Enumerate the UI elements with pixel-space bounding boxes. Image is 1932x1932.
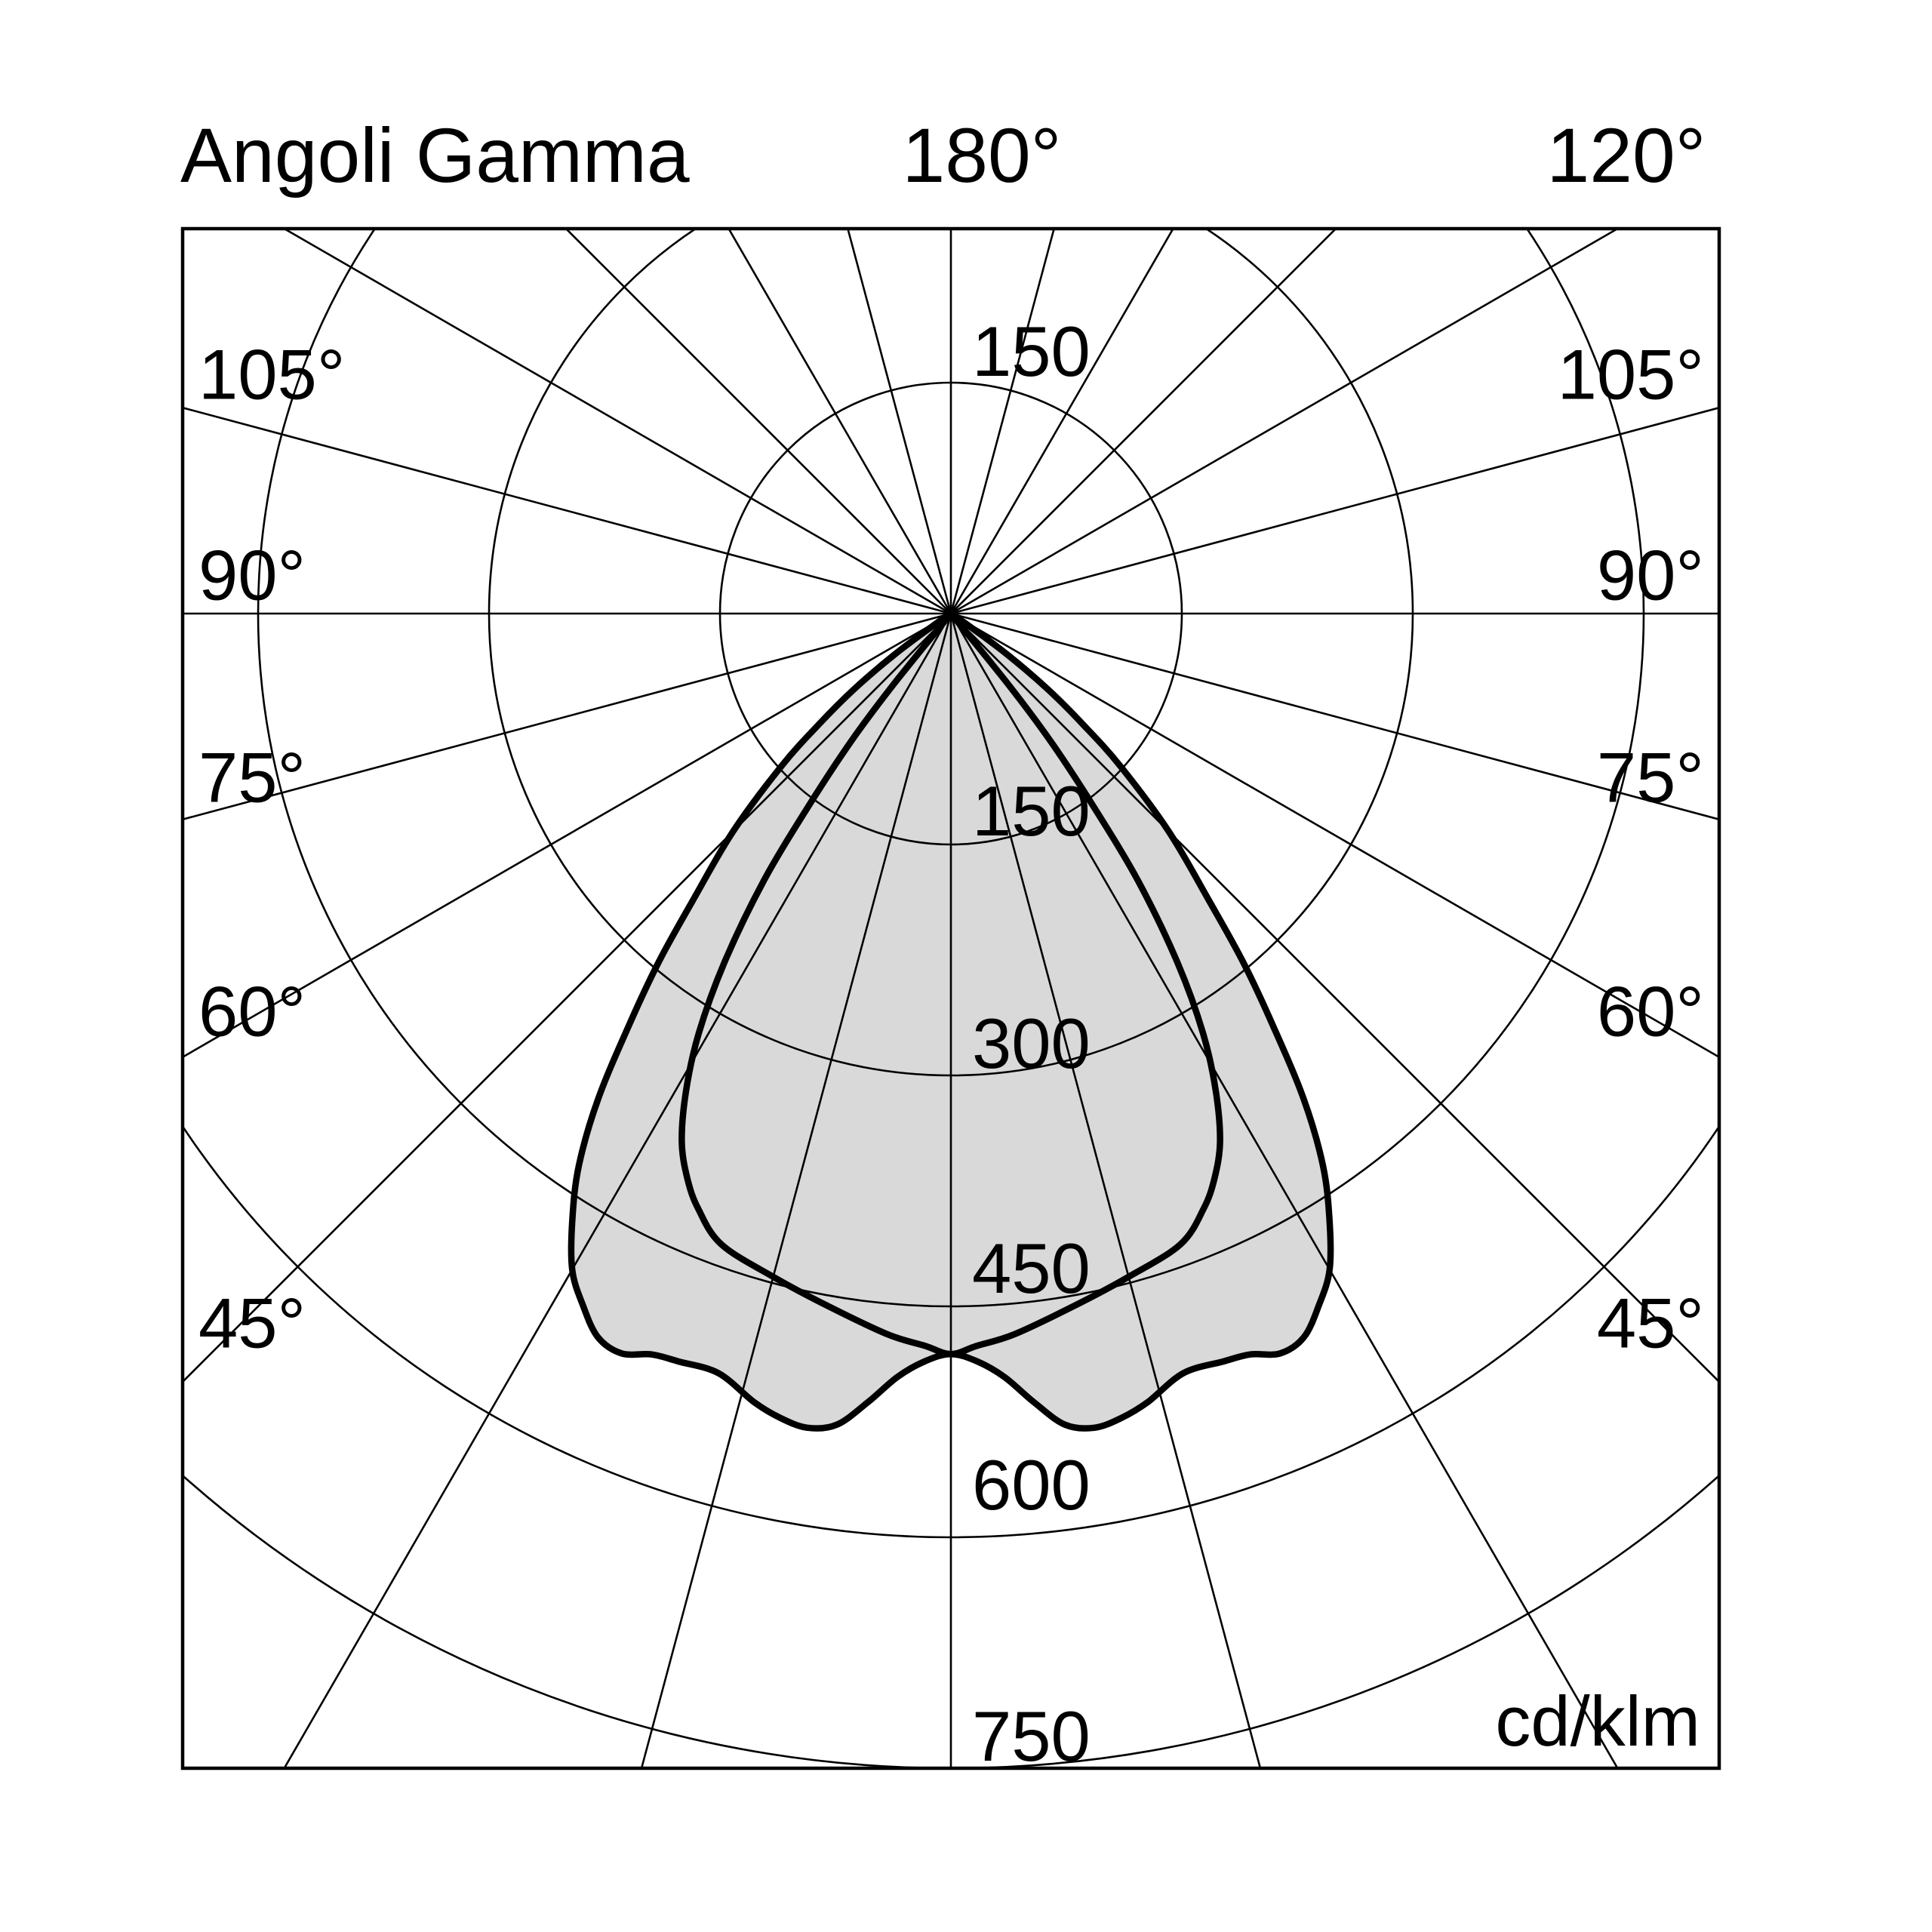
gamma-grid-line bbox=[951, 0, 1932, 614]
gamma-label-left-90: 90° bbox=[198, 535, 306, 615]
gamma-grid-line bbox=[443, 0, 951, 614]
radial-tick-label-top-150: 150 bbox=[972, 312, 1091, 391]
gamma-grid-line bbox=[951, 0, 1932, 614]
gamma-grid-line bbox=[0, 0, 951, 614]
gamma-label-left-75: 75° bbox=[198, 737, 306, 817]
chart-title: Angoli Gamma bbox=[180, 112, 690, 198]
gamma-label-right-45: 45° bbox=[1596, 1283, 1704, 1363]
gamma-label-right-105: 105° bbox=[1557, 334, 1704, 414]
radial-tick-label-150: 150 bbox=[972, 771, 1091, 851]
gamma-180-label: 180° bbox=[902, 112, 1062, 198]
gamma-grid-line bbox=[0, 0, 951, 614]
unit-label: cd/klm bbox=[1495, 1681, 1700, 1761]
gamma-grid-line bbox=[951, 0, 1932, 614]
radial-tick-label-750: 750 bbox=[972, 1697, 1091, 1776]
gamma-label-right-60: 60° bbox=[1596, 971, 1704, 1051]
gamma-120-label: 120° bbox=[1546, 112, 1706, 198]
gamma-label-left-105: 105° bbox=[198, 334, 346, 414]
gamma-label-left-60: 60° bbox=[198, 971, 306, 1051]
radial-tick-label-600: 600 bbox=[972, 1445, 1091, 1524]
gamma-label-left-45: 45° bbox=[198, 1283, 306, 1363]
gamma-label-right-75: 75° bbox=[1596, 737, 1704, 817]
gamma-grid-line bbox=[951, 0, 1459, 614]
gamma-grid-line bbox=[0, 0, 951, 614]
radial-tick-label-450: 450 bbox=[972, 1229, 1091, 1308]
radial-tick-label-300: 300 bbox=[972, 1004, 1091, 1083]
gamma-label-right-90: 90° bbox=[1596, 535, 1704, 615]
